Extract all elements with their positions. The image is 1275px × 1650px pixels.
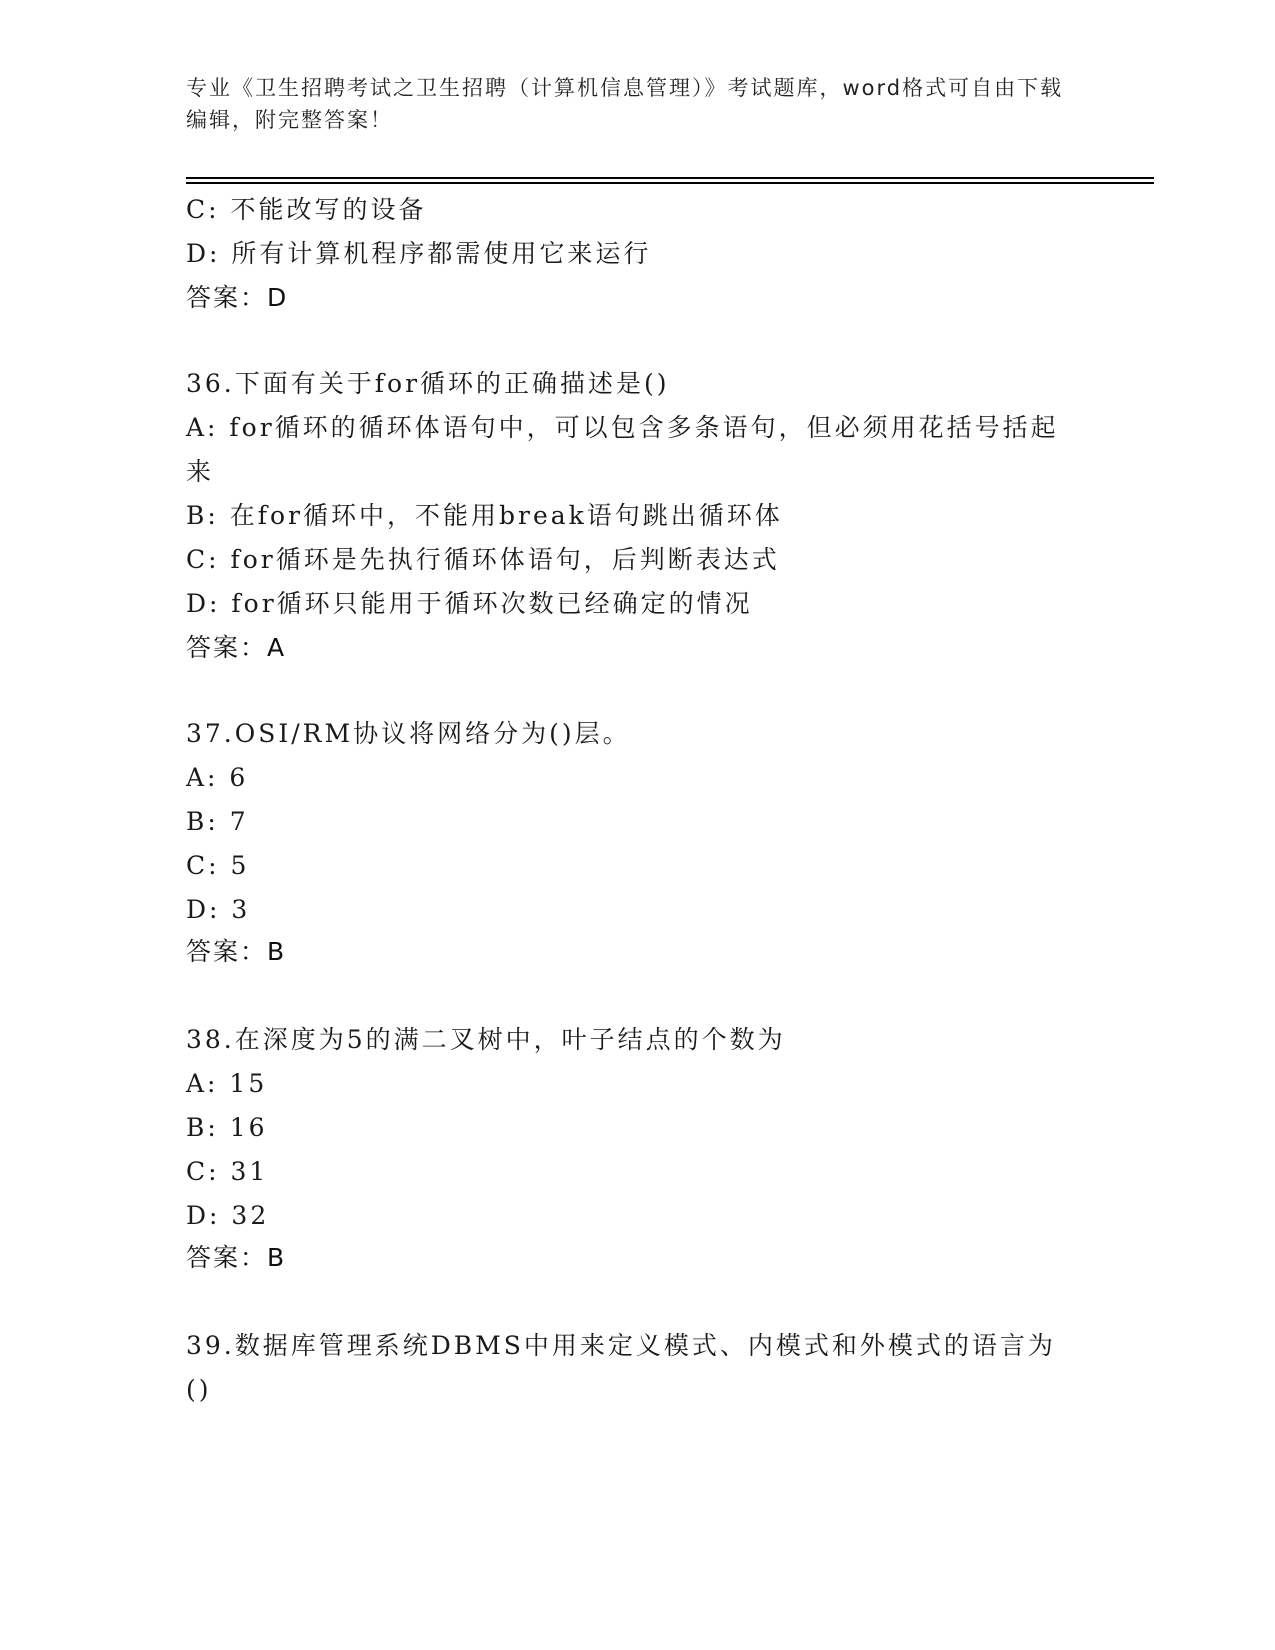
question-stem-39: 39.数据库管理系统DBMS中用来定义模式、内模式和外模式的语言为() — [186, 1331, 1056, 1404]
question-37-option-a: A: 6 — [186, 763, 249, 792]
question-36-option-d: D: for循环只能用于循环次数已经确定的情况 — [186, 589, 753, 618]
question-stem-38: 38.在深度为5的满二叉树中，叶子结点的个数为 — [186, 1025, 786, 1054]
question-37-option-b: B: 7 — [186, 807, 249, 836]
question-36-option-c: C: for循环是先执行循环体语句，后判断表达式 — [186, 545, 780, 574]
header-rule-thick — [186, 182, 1154, 184]
question-38-option-a: A: 15 — [186, 1069, 268, 1098]
question-37-answer: 答案：B — [186, 937, 287, 966]
question-38-option-d: D: 32 — [186, 1201, 270, 1230]
question-36-option-a: A: for循环的循环体语句中，可以包含多条语句，但必须用花括号括起来 — [186, 413, 1059, 486]
question-stem-36: 36.下面有关于for循环的正确描述是() — [186, 369, 670, 398]
question-38-option-b: B: 16 — [186, 1113, 268, 1142]
question-38-answer: 答案：B — [186, 1243, 287, 1272]
question-37-option-c: C: 5 — [186, 851, 250, 880]
question-stem-37: 37.OSI/RM协议将网络分为()层。 — [186, 719, 631, 748]
question-36-answer: 答案：A — [186, 633, 287, 662]
question-38-option-c: C: 31 — [186, 1157, 269, 1186]
question-36-option-b: B: 在for循环中，不能用break语句跳出循环体 — [186, 501, 783, 530]
answer-label: 答案：D — [186, 283, 289, 312]
option-d: D: 所有计算机程序都需使用它来运行 — [186, 239, 652, 268]
question-37-option-d: D: 3 — [186, 895, 251, 924]
option-c: C: 不能改写的设备 — [186, 195, 427, 224]
header-rule-thin — [186, 177, 1154, 179]
document-header: 专业《卫生招聘考试之卫生招聘（计算机信息管理）》考试题库，word格式可自由下载编辑，附完整答案！ — [186, 76, 1064, 132]
